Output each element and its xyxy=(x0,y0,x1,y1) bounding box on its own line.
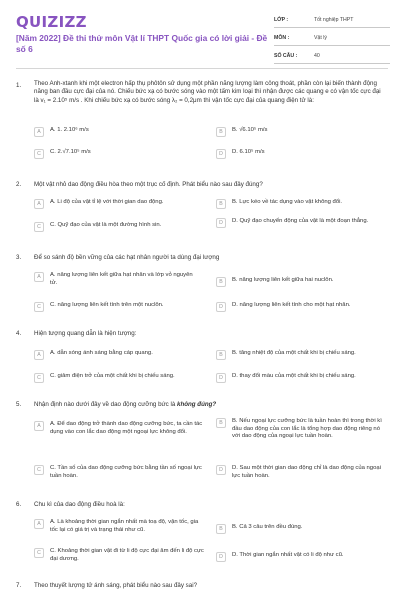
option-b[interactable] xyxy=(216,127,386,137)
option-b[interactable] xyxy=(216,418,386,441)
option-letter-box: B xyxy=(216,127,226,137)
option-c[interactable] xyxy=(34,149,194,159)
option-text: D. Quỹ đạo chuyển động của vật là một đoạn thẳng. xyxy=(232,218,369,224)
question-text-emphasis: không đúng? xyxy=(177,401,217,408)
option-a[interactable] xyxy=(34,272,194,287)
question-text: Theo Anh-xtanh khi một electron hấp thụ phôtôn sử dụng một phần năng lượng làm công thoát, phần còn lại biến thành động năng ban đầu cực đại của nó. Chiếu bức xạ có bước sóng vào một tấm kim loại thì nhận được các quang e có vận tốc cực đại là v₁ = 2.10⁵ m/s . Khi chiếu bức xạ có bước sóng λ₂ = 0,2μm thì vận tốc cực đại của quang điện tử là: xyxy=(34,80,381,104)
question-text: Hiện tượng quang dẫn là hiện tượng: xyxy=(34,330,137,337)
question-text: Một vật nhỏ dao động điều hòa theo một trục cố định. Phát biểu nào sau đây đúng? xyxy=(34,181,263,188)
option-text: D. 6.10⁵ m/s xyxy=(232,149,265,155)
option-b[interactable] xyxy=(216,350,386,360)
meta-value: Vật lý xyxy=(314,34,327,41)
meta-label: MÔN : xyxy=(274,34,290,41)
question-text xyxy=(34,401,386,409)
question-text: Để so sánh độ bền vững của các hạt nhân người ta dùng đại lượng xyxy=(34,254,220,261)
option-text: A. dẫn sóng ánh sáng bằng cáp quang. xyxy=(50,350,153,356)
option-letter-box: D xyxy=(216,302,226,312)
option-text: D. thay đổi màu của một chất khi bị chiếu sáng. xyxy=(232,373,356,379)
question-number: 7. xyxy=(16,582,22,589)
option-letter-box: D xyxy=(216,373,226,383)
option-c[interactable] xyxy=(34,548,204,563)
option-d[interactable] xyxy=(216,552,386,562)
option-text: A. 1. 2.10⁶ m/s xyxy=(50,127,89,133)
option-letter-box: B xyxy=(216,350,226,360)
option-letter-box: D xyxy=(216,552,226,562)
option-b[interactable] xyxy=(216,277,386,287)
brand-logo: QUIZIZZ xyxy=(16,13,87,31)
option-letter-box: C xyxy=(34,302,44,312)
option-a[interactable] xyxy=(34,421,204,436)
option-text: A. Để dao động trở thành dao động cưỡng bức, ta cần tác dụng vào con lắc dao động một ngoại lực không đổi. xyxy=(50,421,203,435)
question-number: 6. xyxy=(16,501,22,508)
meta-row-subject xyxy=(274,30,390,46)
meta-row-class xyxy=(274,12,390,28)
question-number: 5. xyxy=(16,401,22,408)
option-letter-box: C xyxy=(34,373,44,383)
option-text: B. Nếu ngoại lực cưỡng bức là tuần hoàn thì trong thời kì đầu dao động của con lắc là tổng hợp dao động riêng nó với dao động của ngoại lực tuần hoàn. xyxy=(232,418,382,440)
option-letter-box: D xyxy=(216,465,226,475)
option-text: C. Quỹ đạo của vật là một đường hình sin. xyxy=(50,222,162,228)
option-c[interactable] xyxy=(34,302,204,312)
option-letter-box: D xyxy=(216,218,226,228)
option-letter-box: C xyxy=(34,465,44,475)
option-letter-box: D xyxy=(216,149,226,159)
document-title: [Năm 2022] Đề thi thử môn Vật lí THPT Quốc gia có lời giải - Đề số 6 xyxy=(16,33,268,54)
option-b[interactable] xyxy=(216,524,386,534)
option-text: A. Li độ của vật tỉ lệ với thời gian dao động. xyxy=(50,199,164,205)
option-d[interactable] xyxy=(216,149,386,159)
option-letter-box: B xyxy=(216,277,226,287)
option-c[interactable] xyxy=(34,373,204,383)
option-d[interactable] xyxy=(216,373,386,383)
option-text: D. Sau một thời gian dao động chỉ là dao động của ngoại lực tuần hoàn. xyxy=(232,465,381,479)
option-text: C. Khoảng thời gian vật đi từ li độ cực đại âm đến li độ cực đại dương. xyxy=(50,548,204,562)
option-d[interactable] xyxy=(216,218,386,228)
meta-row-count xyxy=(274,48,390,64)
option-letter-box: A xyxy=(34,199,44,209)
option-text: B. Lực kéo về tác dụng vào vật không đổi. xyxy=(232,199,343,205)
option-text: B. năng lượng liên kết giữa hai nuclôn. xyxy=(232,277,334,283)
option-letter-box: C xyxy=(34,548,44,558)
option-c[interactable] xyxy=(34,222,194,232)
question-number: 4. xyxy=(16,330,22,337)
option-text: D. Thời gian ngắn nhất vật có li độ như cũ. xyxy=(232,552,344,558)
option-text: B. tăng nhiệt độ của một chất khi bị chiếu sáng. xyxy=(232,350,356,356)
meta-label: LỚP : xyxy=(274,16,289,23)
header-divider xyxy=(16,68,388,69)
option-letter-box: A xyxy=(34,272,44,282)
option-text: C. 2.√7.10⁵ m/s xyxy=(50,149,91,155)
option-letter-box: B xyxy=(216,524,226,534)
question-text-plain: Nhận định nào dưới đây về dao động cưỡng bức là xyxy=(34,401,178,408)
question-number: 2. xyxy=(16,181,22,188)
option-d[interactable] xyxy=(216,465,386,480)
option-a[interactable] xyxy=(34,199,194,209)
question-number: 3. xyxy=(16,254,22,261)
option-b[interactable] xyxy=(216,199,386,209)
option-letter-box: A xyxy=(34,519,44,529)
option-letter-box: A xyxy=(34,127,44,137)
meta-value: 40 xyxy=(314,52,320,59)
option-letter-box: B xyxy=(216,418,226,428)
option-text: D. năng lượng liên kết tính cho một hạt nhân. xyxy=(232,302,351,308)
option-d[interactable] xyxy=(216,302,386,312)
option-text: C. Tần số của dao động cưỡng bức bằng tần số ngoại lực tuần hoàn. xyxy=(50,465,202,479)
option-a[interactable] xyxy=(34,519,204,534)
option-text: A. Là khoảng thời gian ngắn nhất mà toạ độ, vận tốc, gia tốc lại có giá trị và trạng thái như cũ. xyxy=(50,519,199,533)
option-c[interactable] xyxy=(34,465,204,480)
option-letter-box: C xyxy=(34,222,44,232)
option-text: C. năng lượng liên kết tính trên một nuclôn. xyxy=(50,302,164,308)
question-text: Chu kì của dao động điều hoà là: xyxy=(34,501,125,508)
option-letter-box: A xyxy=(34,350,44,360)
option-a[interactable] xyxy=(34,350,204,360)
option-a[interactable] xyxy=(34,127,194,137)
question-text: Theo thuyết lượng tử ánh sáng, phát biểu nào sau đây sai? xyxy=(34,582,198,589)
meta-panel xyxy=(274,12,390,66)
question-number: 1. xyxy=(16,82,22,89)
option-letter-box: A xyxy=(34,421,44,431)
option-letter-box: B xyxy=(216,199,226,209)
meta-label: SỐ CÂU : xyxy=(274,52,298,59)
meta-value: Tốt nghiệp THPT xyxy=(314,16,354,23)
option-text: C. giảm điện trở của một chất khi bị chiếu sáng. xyxy=(50,373,175,379)
option-text: A. năng lượng liên kết giữa hạt nhân và lớp vỏ nguyên tử. xyxy=(50,272,193,286)
option-letter-box: C xyxy=(34,149,44,159)
option-text: B. √6.10⁵ m/s xyxy=(232,127,268,133)
option-text: B. Cả 3 câu trên đều đúng. xyxy=(232,524,303,530)
